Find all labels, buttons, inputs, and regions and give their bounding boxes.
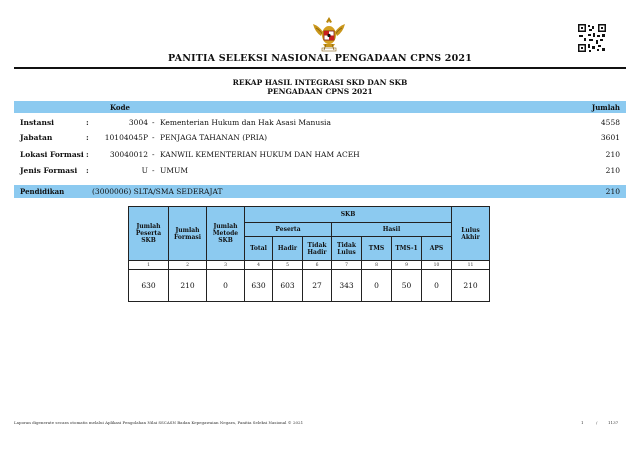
- pendidikan-label: Pendidikan: [20, 187, 65, 196]
- index-cell: 8: [362, 261, 392, 270]
- value-tidak-lulus: 343: [332, 270, 362, 302]
- index-cell: 11: [452, 261, 490, 270]
- header-lulus-akhir: Lulus Akhir: [452, 207, 490, 261]
- value-aps: 0: [422, 270, 452, 302]
- info-row-jenis-formasi: [14, 165, 626, 177]
- info-key: Jenis Formasi: [20, 166, 78, 175]
- header-tidak-lulus: Tidak Lulus: [332, 237, 362, 261]
- report-title: REKAP HASIL INTEGRASI SKD DAN SKB: [232, 78, 408, 87]
- info-dash: -: [152, 118, 155, 127]
- info-key: Instansi: [20, 118, 55, 127]
- header-tms: TMS: [362, 237, 392, 261]
- info-colon: :: [86, 150, 89, 159]
- info-colon: :: [86, 166, 89, 175]
- header-aps: APS: [422, 237, 452, 261]
- header-jumlah-metode-skb: Jumlah Metode SKB: [207, 207, 245, 261]
- header-hasil: Hasil: [332, 223, 452, 237]
- info-row-lokasi-formasi: [14, 149, 626, 161]
- qr-code-icon: [578, 24, 606, 52]
- table-index-row: [129, 261, 490, 270]
- info-colon: :: [86, 118, 89, 127]
- info-key: Jabatan: [20, 133, 53, 142]
- table-row: [129, 270, 490, 302]
- info-code: 30040012: [109, 150, 148, 159]
- value-lulus-akhir: 210: [452, 270, 490, 302]
- index-cell: 10: [422, 261, 452, 270]
- index-cell: 2: [169, 261, 207, 270]
- info-colon: :: [86, 133, 89, 142]
- page-separator: /: [596, 420, 598, 425]
- pendidikan-value: (3000006) SLTA/SMA SEDERAJAT: [92, 187, 223, 196]
- garuda-emblem-icon: [309, 14, 349, 54]
- value-total: 630: [245, 270, 273, 302]
- header-hadir: Hadir: [273, 237, 303, 261]
- report-subtitle: PENGADAAN CPNS 2021: [267, 87, 373, 96]
- value-tms-1: 50: [392, 270, 422, 302]
- info-desc: Kementerian Hukum dan Hak Asasi Manusia: [160, 118, 331, 127]
- info-row-jabatan: [14, 132, 626, 144]
- info-desc: PENJAGA TAHANAN (PRIA): [160, 133, 268, 142]
- info-num: 210: [605, 150, 620, 159]
- pendidikan-num: 210: [605, 187, 620, 196]
- header-peserta: Peserta: [245, 223, 332, 237]
- kode-header-bar: [14, 101, 626, 113]
- pendidikan-bar: [14, 185, 626, 198]
- info-desc: KANWIL KEMENTERIAN HUKUM DAN HAM ACEH: [160, 150, 360, 159]
- info-code: 3004: [128, 118, 148, 127]
- skb-results-table: [128, 206, 490, 302]
- page-current: 1: [581, 420, 584, 425]
- jumlah-label: Jumlah: [591, 103, 620, 112]
- footer-note: Laporan digenerate secara otomatis melalui Aplikasi Pengolahan Nilai SSCASN Badan Kepegawaian Negara, Panitia Seleksi Nasional © 2021: [14, 420, 304, 425]
- index-cell: 6: [303, 261, 332, 270]
- header-jumlah-peserta-skb: Jumlah Peserta SKB: [129, 207, 169, 261]
- index-cell: 5: [273, 261, 303, 270]
- header-skb: SKB: [245, 207, 452, 223]
- index-cell: 1: [129, 261, 169, 270]
- header-tidak-hadir: Tidak Hadir: [303, 237, 332, 261]
- value-hadir: 603: [273, 270, 303, 302]
- info-code: 10104045P: [104, 133, 148, 142]
- main-title: PANITIA SELEKSI NASIONAL PENGADAAN CPNS 2021: [167, 53, 473, 64]
- info-dash: -: [152, 166, 155, 175]
- info-dash: -: [152, 133, 155, 142]
- index-cell: 3: [207, 261, 245, 270]
- info-dash: -: [152, 150, 155, 159]
- kode-label: Kode: [110, 103, 130, 112]
- title-divider: [14, 67, 626, 69]
- index-cell: 4: [245, 261, 273, 270]
- value-tms: 0: [362, 270, 392, 302]
- value-tidak-hadir: 27: [303, 270, 332, 302]
- header-tms-1: TMS-1: [392, 237, 422, 261]
- value-jumlah-peserta-skb: 630: [129, 270, 169, 302]
- page-total: 1137: [608, 420, 619, 425]
- info-key: Lokasi Formasi: [20, 150, 84, 159]
- value-jumlah-formasi: 210: [169, 270, 207, 302]
- value-jumlah-metode-skb: 0: [207, 270, 245, 302]
- index-cell: 9: [392, 261, 422, 270]
- header-jumlah-formasi: Jumlah Formasi: [169, 207, 207, 261]
- header-total: Total: [245, 237, 273, 261]
- index-cell: 7: [332, 261, 362, 270]
- info-desc: UMUM: [160, 166, 189, 175]
- info-code: U: [141, 166, 148, 175]
- info-num: 210: [605, 166, 620, 175]
- info-num: 4558: [600, 118, 620, 127]
- info-row-instansi: [14, 117, 626, 129]
- info-num: 3601: [600, 133, 620, 142]
